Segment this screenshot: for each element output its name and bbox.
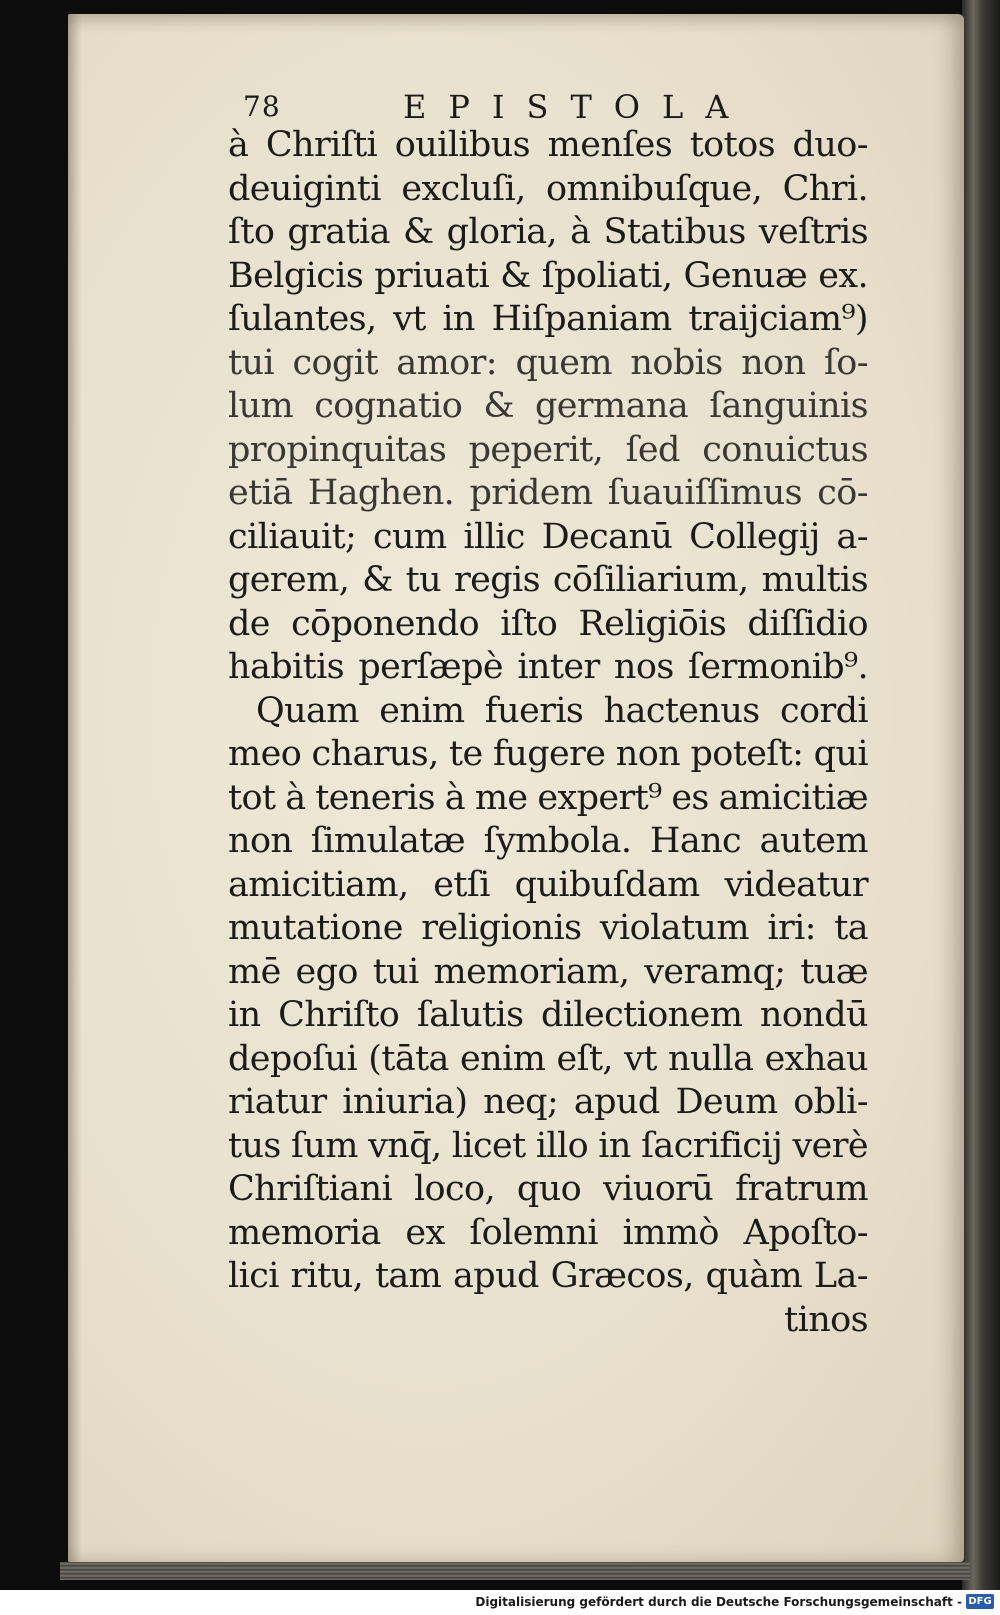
digitization-footer: [0, 1590, 1000, 1615]
dfg-logo: DFG: [966, 1594, 994, 1609]
body-text: [228, 124, 868, 1342]
text-line: ſulantes, vt in Hiſpaniam traijciam⁹): [228, 299, 868, 339]
funding-credit: Digitalisierung gefördert durch die Deutsche Forschungsgemeinschaft -: [475, 1595, 962, 1609]
catchword: tinos: [784, 1299, 868, 1340]
gutter-shadow: [68, 14, 82, 1562]
text-line: gerem, & tu regis cōſiliarium, multis: [228, 560, 868, 600]
text-line: tot à teneris à me expert⁹ es amicitiæ: [228, 777, 868, 818]
book-bottom-edge: [60, 1562, 970, 1580]
text-line: depoſui (tāta enim eſt, vt nulla exhau: [228, 1038, 868, 1079]
running-head-title: EPISTOLA: [403, 88, 751, 126]
text-line: tui cogit amor: quem nobis non ſo-: [228, 342, 868, 383]
text-line: mē ego tui memoriam, veramq; tuæ: [228, 951, 868, 992]
text-line: tus ſum vnq̄, licet illo in ſacrificij verè: [228, 1125, 868, 1166]
text-line: Belgicis priuati & ſpoliati, Genuæ ex.: [228, 255, 868, 296]
text-line: à Chriſti ouilibus menſes totos duo-: [228, 125, 868, 165]
text-line: ſto gratia & gloria, à Statibus veſtris: [228, 212, 868, 252]
page-number: 78: [243, 90, 281, 123]
text-line: riatur iniuria) neq; apud Deum obli-: [228, 1082, 868, 1122]
text-line: lici ritu, tam apud Græcos, quàm La-: [228, 1256, 868, 1296]
text-line: ciliauit; cum illic Decanū Collegij a-: [228, 516, 868, 557]
text-line: propinquitas peperit, ſed conuictus: [228, 429, 868, 470]
text-line: etiā Haghen. pridem ſuauiſſimus cō-: [228, 473, 868, 513]
text-line: de cōponendo iſto Religiōis diſſidio: [228, 603, 868, 644]
text-line: non ſimulatæ ſymbola. Hanc autem: [228, 821, 868, 861]
text-line: lum cognatio & germana ſanguinis: [228, 386, 868, 426]
text-line: meo charus, te fugere non poteſt: qui: [228, 734, 868, 774]
book-fore-edge: [962, 0, 1000, 1590]
text-line: amicitiam, etſi quibuſdam videatur: [228, 864, 868, 905]
text-line: mutatione religionis violatum iri: ta: [228, 908, 868, 948]
text-line: Quam enim fueris hactenus cordi: [256, 690, 868, 731]
text-line: deuiginti excluſi, omnibuſque, Chri.: [228, 168, 868, 209]
text-line: memoria ex ſolemni immò Apoſto-: [228, 1212, 868, 1253]
text-line: Chriſtiani loco, quo viuorū fratrum: [228, 1169, 868, 1209]
text-line: habitis perſæpè inter nos ſermonib⁹.: [228, 647, 868, 687]
text-line: in Chriſto ſalutis dilectionem nondū: [228, 995, 868, 1035]
